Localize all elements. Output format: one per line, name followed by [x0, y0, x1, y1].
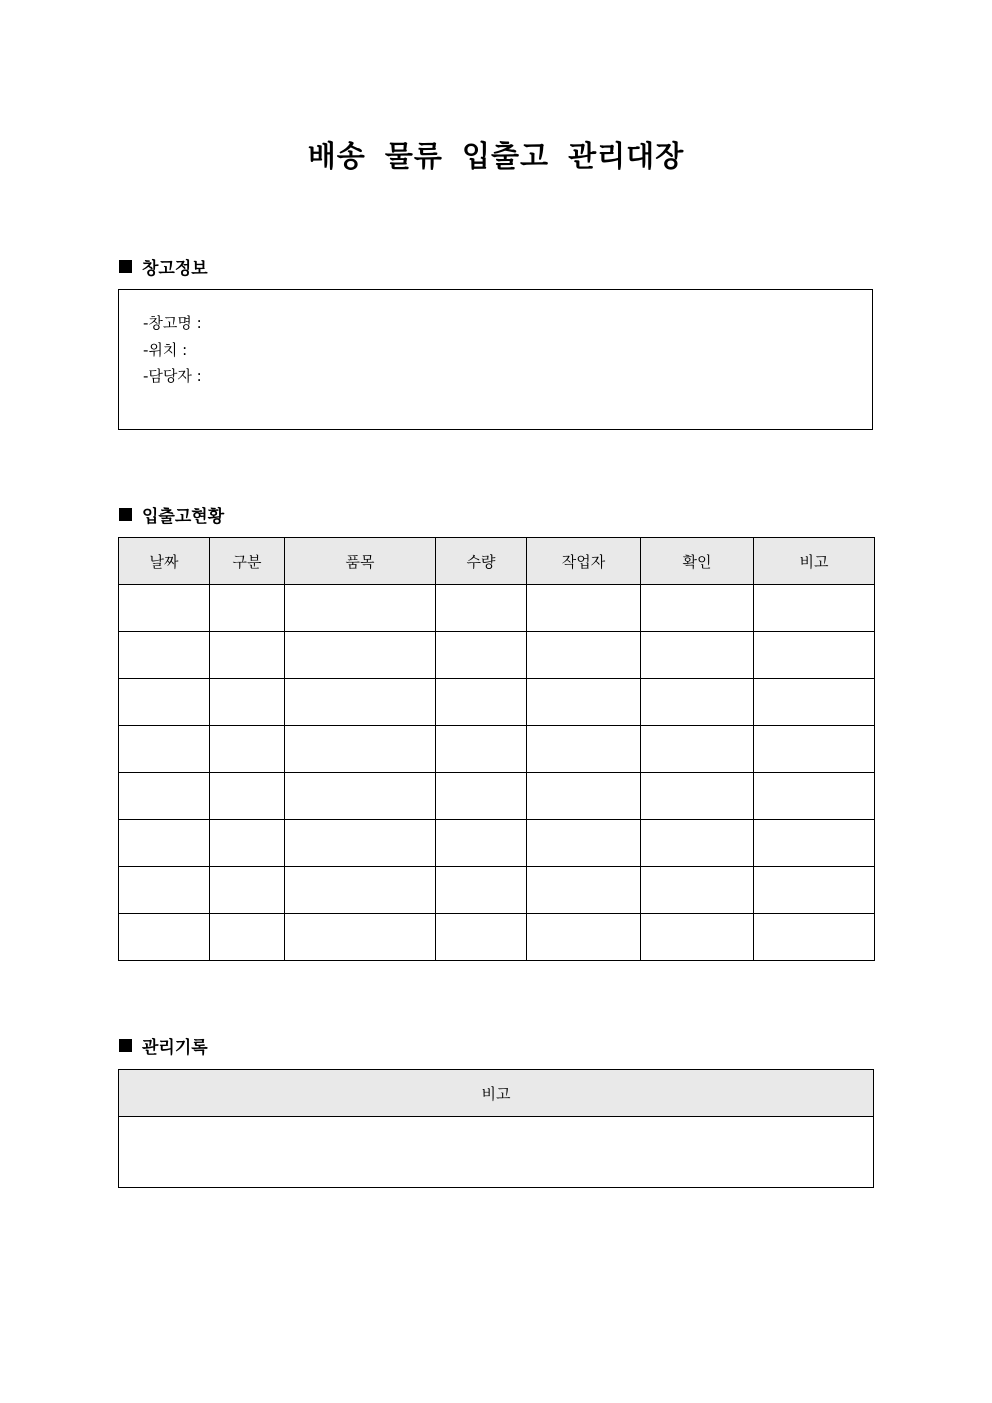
table-cell-remarks[interactable] — [754, 585, 875, 632]
table-cell-confirm[interactable] — [641, 632, 754, 679]
section-heading-label: 창고정보 — [142, 259, 208, 279]
table-cell-item[interactable] — [285, 585, 436, 632]
table-cell-worker[interactable] — [527, 632, 641, 679]
table-cell-date[interactable] — [119, 820, 210, 867]
table-cell-quantity[interactable] — [436, 679, 527, 726]
table-cell-type[interactable] — [210, 867, 285, 914]
table-cell-type[interactable] — [210, 726, 285, 773]
column-header-quantity: 수량 — [436, 538, 527, 585]
table-cell-date[interactable] — [119, 914, 210, 961]
table-cell-item[interactable] — [285, 867, 436, 914]
table-cell-item[interactable] — [285, 632, 436, 679]
table-cell-item[interactable] — [285, 726, 436, 773]
column-header-remarks: 비고 — [119, 1070, 874, 1117]
column-header-type: 구분 — [210, 538, 285, 585]
table-header-row — [119, 538, 875, 585]
io-status-table — [118, 537, 875, 961]
table-row — [119, 726, 875, 773]
warehouse-location-line: -위치 : — [143, 340, 188, 359]
table-row — [119, 1117, 874, 1188]
column-header-confirm: 확인 — [641, 538, 754, 585]
table-cell-quantity[interactable] — [436, 773, 527, 820]
table-cell-item[interactable] — [285, 773, 436, 820]
table-cell-date[interactable] — [119, 773, 210, 820]
table-cell-worker[interactable] — [527, 679, 641, 726]
table-cell-type[interactable] — [210, 773, 285, 820]
management-log-table — [118, 1069, 874, 1188]
section-heading-management-log — [119, 1033, 208, 1058]
column-header-worker: 작업자 — [527, 538, 641, 585]
column-header-item: 품목 — [285, 538, 436, 585]
square-bullet-icon — [119, 508, 132, 521]
column-header-date: 날짜 — [119, 538, 210, 585]
table-cell-confirm[interactable] — [641, 773, 754, 820]
table-cell-worker[interactable] — [527, 867, 641, 914]
table-cell-date[interactable] — [119, 632, 210, 679]
warehouse-info-box — [118, 289, 873, 430]
table-row — [119, 820, 875, 867]
section-heading-warehouse-info — [119, 254, 208, 279]
table-cell-remarks[interactable] — [754, 820, 875, 867]
table-cell-item[interactable] — [285, 820, 436, 867]
column-header-remarks: 비고 — [754, 538, 875, 585]
table-row — [119, 632, 875, 679]
table-cell-type[interactable] — [210, 914, 285, 961]
table-cell-quantity[interactable] — [436, 726, 527, 773]
warehouse-name-line: -창고명 : — [143, 314, 202, 332]
table-row — [119, 914, 875, 961]
table-cell-type[interactable] — [210, 632, 285, 679]
square-bullet-icon — [119, 260, 132, 273]
table-cell-item[interactable] — [285, 679, 436, 726]
table-cell-confirm[interactable] — [641, 585, 754, 632]
table-cell-date[interactable] — [119, 679, 210, 726]
table-cell-worker[interactable] — [527, 585, 641, 632]
table-cell-date[interactable] — [119, 585, 210, 632]
table-cell-quantity[interactable] — [436, 585, 527, 632]
warehouse-manager-line: -담당자 : — [143, 367, 202, 385]
table-cell-remarks[interactable] — [754, 914, 875, 961]
table-cell-worker[interactable] — [527, 820, 641, 867]
table-cell-remarks[interactable] — [754, 773, 875, 820]
table-cell-quantity[interactable] — [436, 820, 527, 867]
management-log-cell[interactable] — [119, 1117, 874, 1188]
table-cell-date[interactable] — [119, 726, 210, 773]
table-cell-confirm[interactable] — [641, 679, 754, 726]
table-cell-quantity[interactable] — [436, 914, 527, 961]
table-cell-worker[interactable] — [527, 773, 641, 820]
table-cell-quantity[interactable] — [436, 632, 527, 679]
table-row — [119, 867, 875, 914]
table-cell-confirm[interactable] — [641, 820, 754, 867]
table-cell-type[interactable] — [210, 585, 285, 632]
table-cell-remarks[interactable] — [754, 726, 875, 773]
table-cell-type[interactable] — [210, 679, 285, 726]
section-heading-label: 관리기록 — [142, 1038, 208, 1058]
section-heading-label: 입출고현황 — [142, 507, 225, 527]
table-cell-remarks[interactable] — [754, 632, 875, 679]
table-cell-remarks[interactable] — [754, 679, 875, 726]
table-row — [119, 585, 875, 632]
square-bullet-icon — [119, 1039, 132, 1052]
table-cell-confirm[interactable] — [641, 867, 754, 914]
table-row — [119, 679, 875, 726]
document-title: 배송 물류 입출고 관리대장 — [307, 139, 685, 173]
table-cell-type[interactable] — [210, 820, 285, 867]
table-row — [119, 773, 875, 820]
table-cell-worker[interactable] — [527, 914, 641, 961]
section-heading-io-status — [119, 502, 224, 527]
table-cell-quantity[interactable] — [436, 867, 527, 914]
table-cell-date[interactable] — [119, 867, 210, 914]
table-cell-remarks[interactable] — [754, 867, 875, 914]
table-cell-item[interactable] — [285, 914, 436, 961]
table-cell-worker[interactable] — [527, 726, 641, 773]
table-cell-confirm[interactable] — [641, 726, 754, 773]
table-cell-confirm[interactable] — [641, 914, 754, 961]
table-header-row — [119, 1070, 874, 1117]
